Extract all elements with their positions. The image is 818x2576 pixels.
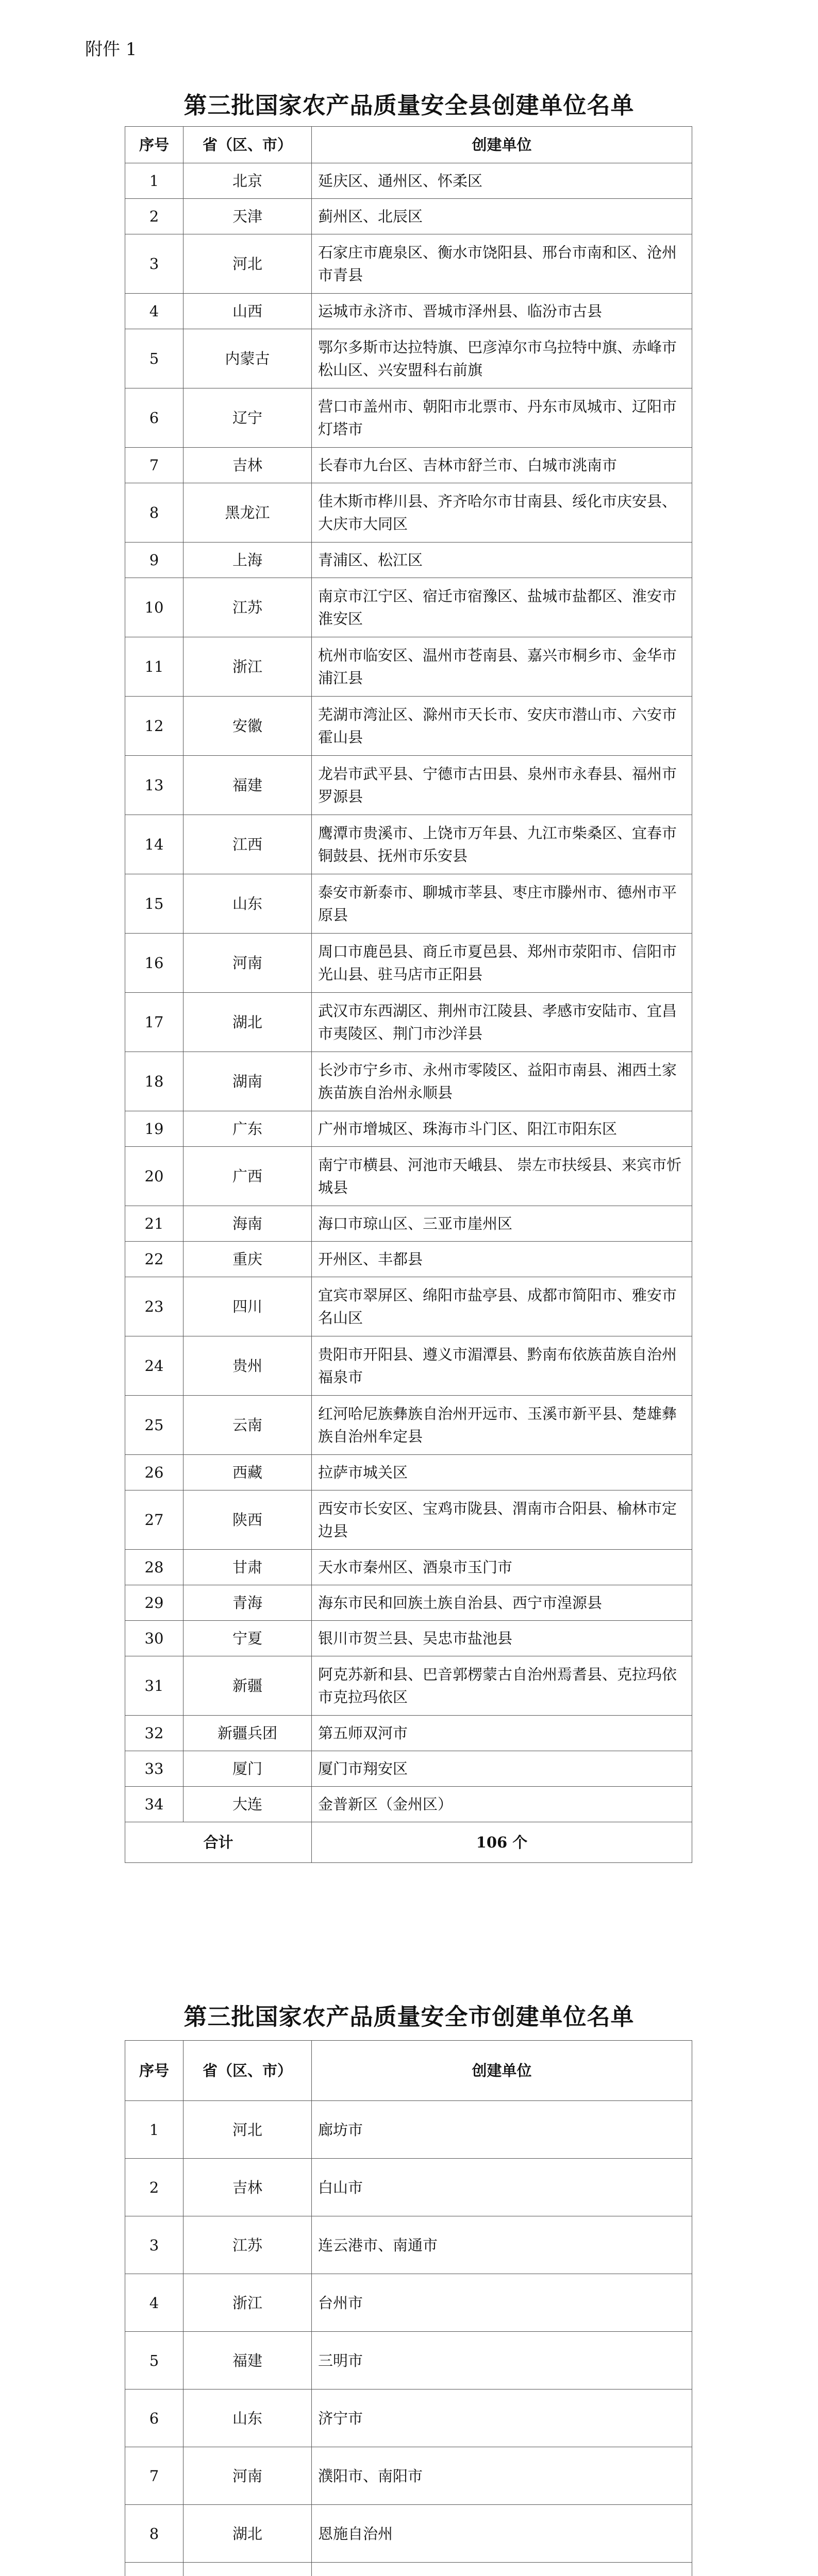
row-seq: 4 — [125, 294, 183, 329]
row-units: 海口市琼山区、三亚市崖州区 — [312, 1206, 692, 1242]
row-seq: 10 — [125, 578, 183, 637]
table-row — [125, 2505, 692, 2563]
row-province: 湖北 — [183, 993, 312, 1052]
row-seq: 2 — [125, 2159, 183, 2216]
row-units: 南宁市横县、河池市天峨县、 崇左市扶绥县、来宾市忻城县 — [312, 1147, 692, 1206]
table-row — [125, 1396, 692, 1455]
row-units: 廊坊市 — [312, 2101, 692, 2159]
row-seq: 3 — [125, 2216, 183, 2274]
row-units: 营口市盖州市、朝阳市北票市、丹东市凤城市、辽阳市灯塔市 — [312, 388, 692, 448]
row-seq: 5 — [125, 2332, 183, 2389]
row-province: 安徽 — [183, 697, 312, 756]
row-units: 长春市九台区、吉林市舒兰市、白城市洮南市 — [312, 448, 692, 483]
city-list-title: 第三批国家农产品质量安全市创建单位名单 — [183, 2003, 635, 2030]
row-province: 广东 — [183, 1111, 312, 1147]
row-province: 贵州 — [183, 1336, 312, 1396]
header-seq: 序号 — [125, 2041, 183, 2101]
row-seq: 31 — [125, 1656, 183, 1716]
row-seq: 20 — [125, 1147, 183, 1206]
row-province: 黑龙江 — [183, 483, 312, 543]
row-seq: 13 — [125, 756, 183, 815]
row-units: 三明市 — [312, 2332, 692, 2389]
table-row — [125, 2563, 692, 2576]
table-row — [125, 1206, 692, 1242]
row-units: 芜湖市湾沚区、滁州市天长市、安庆市潜山市、六安市霍山县 — [312, 697, 692, 756]
row-province: 福建 — [183, 756, 312, 815]
row-province: 福建 — [183, 2332, 312, 2389]
row-province: 上海 — [183, 543, 312, 578]
table-row — [125, 697, 692, 756]
attachment-label: 附件 1 — [85, 39, 137, 60]
row-seq: 3 — [125, 234, 183, 294]
table-row — [125, 163, 692, 199]
total-label: 合计 — [125, 1822, 312, 1863]
row-province: 广西 — [183, 1147, 312, 1206]
row-seq: 1 — [125, 163, 183, 199]
table-row — [125, 1277, 692, 1336]
row-seq: 33 — [125, 1751, 183, 1787]
row-province: 天津 — [183, 199, 312, 234]
row-seq: 30 — [125, 1621, 183, 1656]
table-row — [125, 483, 692, 543]
row-units: 济宁市 — [312, 2389, 692, 2447]
row-seq: 18 — [125, 1052, 183, 1111]
row-province: 浙江 — [183, 637, 312, 697]
table-row — [125, 934, 692, 993]
table-row — [125, 1656, 692, 1716]
row-province: 云南 — [183, 1396, 312, 1455]
header-seq: 序号 — [125, 127, 183, 163]
row-seq: 16 — [125, 934, 183, 993]
table-row — [125, 1751, 692, 1787]
row-seq: 32 — [125, 1716, 183, 1751]
row-seq: 15 — [125, 874, 183, 934]
row-seq: 1 — [125, 2101, 183, 2159]
row-province: 江苏 — [183, 578, 312, 637]
row-units: 蓟州区、北辰区 — [312, 199, 692, 234]
row-units: 龙岩市武平县、宁德市古田县、泉州市永春县、福州市罗源县 — [312, 756, 692, 815]
row-units: 连云港市、南通市 — [312, 2216, 692, 2274]
table-row — [125, 993, 692, 1052]
row-seq: 6 — [125, 388, 183, 448]
table-row — [125, 234, 692, 294]
row-seq: 4 — [125, 2274, 183, 2332]
row-province: 四川 — [183, 1277, 312, 1336]
row-province: 山东 — [183, 2389, 312, 2447]
row-units: 杭州市临安区、温州市苍南县、嘉兴市桐乡市、金华市浦江县 — [312, 637, 692, 697]
row-province: 西藏 — [183, 1455, 312, 1490]
row-province: 大连 — [183, 1787, 312, 1822]
row-seq: 6 — [125, 2389, 183, 2447]
row-units: 宜宾市翠屏区、绵阳市盐亭县、成都市简阳市、雅安市名山区 — [312, 1277, 692, 1336]
table-row — [125, 1455, 692, 1490]
row-province: 青海 — [183, 1585, 312, 1621]
row-units: 周口市鹿邑县、商丘市夏邑县、郑州市荥阳市、信阳市光山县、驻马店市正阳县 — [312, 934, 692, 993]
table-row — [125, 2159, 692, 2216]
row-province: 湖北 — [183, 2505, 312, 2563]
row-units: 南京市江宁区、宿迁市宿豫区、盐城市盐都区、淮安市淮安区 — [312, 578, 692, 637]
row-units: 濮阳市、南阳市 — [312, 2447, 692, 2505]
row-province: 新疆兵团 — [183, 1716, 312, 1751]
row-units: 阿克苏新和县、巴音郭楞蒙古自治州焉耆县、克拉玛依市克拉玛依区 — [312, 1656, 692, 1716]
row-seq: 7 — [125, 448, 183, 483]
row-province: 北京 — [183, 163, 312, 199]
row-seq: 21 — [125, 1206, 183, 1242]
table-row — [125, 543, 692, 578]
table-row — [125, 2101, 692, 2159]
row-units: 厦门市翔安区 — [312, 1751, 692, 1787]
table-row — [125, 1242, 692, 1277]
header-province: 省（区、市） — [183, 2041, 312, 2101]
row-units: 白山市 — [312, 2159, 692, 2216]
table-row — [125, 1111, 692, 1147]
row-province: 河北 — [183, 2101, 312, 2159]
table-row — [125, 294, 692, 329]
row-units: 广州市增城区、珠海市斗门区、阳江市阳东区 — [312, 1111, 692, 1147]
row-units: 开州区、丰都县 — [312, 1242, 692, 1277]
row-seq: 2 — [125, 199, 183, 234]
row-province: 浙江 — [183, 2274, 312, 2332]
row-units: 台州市 — [312, 2274, 692, 2332]
row-units: 佳木斯市桦川县、齐齐哈尔市甘南县、绥化市庆安县、大庆市大同区 — [312, 483, 692, 543]
table-row — [125, 874, 692, 934]
row-units: 西安市长安区、宝鸡市陇县、渭南市合阳县、榆林市定边县 — [312, 1490, 692, 1550]
table-row — [125, 1585, 692, 1621]
row-seq: 25 — [125, 1396, 183, 1455]
row-units: 鹰潭市贵溪市、上饶市万年县、九江市柴桑区、宜春市铜鼓县、抚州市乐安县 — [312, 815, 692, 874]
row-province: 山西 — [183, 294, 312, 329]
row-seq: 24 — [125, 1336, 183, 1396]
row-province: 陕西 — [183, 1490, 312, 1550]
row-seq: 14 — [125, 815, 183, 874]
row-units: 石家庄市鹿泉区、衡水市饶阳县、邢台市南和区、沧州市青县 — [312, 234, 692, 294]
table-total-row — [125, 1822, 692, 1863]
city-list-table — [125, 2040, 692, 2576]
row-units: 泰安市新泰市、聊城市莘县、枣庄市滕州市、德州市平原县 — [312, 874, 692, 934]
row-seq: 28 — [125, 1550, 183, 1585]
table-header-row — [125, 2041, 692, 2101]
table-row — [125, 2216, 692, 2274]
row-units: 武汉市东西湖区、荆州市江陵县、孝感市安陆市、宜昌市夷陵区、荆门市沙洋县 — [312, 993, 692, 1052]
row-seq: 23 — [125, 1277, 183, 1336]
county-list-table — [125, 126, 692, 1863]
table-row — [125, 815, 692, 874]
row-province: 重庆 — [183, 1242, 312, 1277]
table-row — [125, 1336, 692, 1396]
row-province: 湖南 — [183, 1052, 312, 1111]
row-units: 延庆区、通州区、怀柔区 — [312, 163, 692, 199]
row-province — [183, 2563, 312, 2576]
table-row — [125, 2332, 692, 2389]
row-province: 海南 — [183, 1206, 312, 1242]
row-units: 青浦区、松江区 — [312, 543, 692, 578]
row-province: 宁夏 — [183, 1621, 312, 1656]
row-seq: 7 — [125, 2447, 183, 2505]
row-province: 厦门 — [183, 1751, 312, 1787]
table-row — [125, 2447, 692, 2505]
table-row — [125, 1787, 692, 1822]
row-units: 金普新区（金州区） — [312, 1787, 692, 1822]
table-row — [125, 1147, 692, 1206]
table-row — [125, 2274, 692, 2332]
row-units: 红河哈尼族彝族自治州开远市、玉溪市新平县、楚雄彝族自治州牟定县 — [312, 1396, 692, 1455]
header-province: 省（区、市） — [183, 127, 312, 163]
row-seq: 27 — [125, 1490, 183, 1550]
table-header-row — [125, 127, 692, 163]
row-units: 贵阳市开阳县、遵义市湄潭县、黔南布依族苗族自治州福泉市 — [312, 1336, 692, 1396]
table-row — [125, 1490, 692, 1550]
row-seq: 26 — [125, 1455, 183, 1490]
header-units: 创建单位 — [312, 127, 692, 163]
row-province: 辽宁 — [183, 388, 312, 448]
row-seq: 5 — [125, 329, 183, 388]
row-seq: 19 — [125, 1111, 183, 1147]
row-units: 银川市贺兰县、吴忠市盐池县 — [312, 1621, 692, 1656]
table-row — [125, 448, 692, 483]
row-units: 第五师双河市 — [312, 1716, 692, 1751]
table-row — [125, 329, 692, 388]
row-province: 山东 — [183, 874, 312, 934]
row-province: 甘肃 — [183, 1550, 312, 1585]
table-row — [125, 199, 692, 234]
row-units: 长沙市宁乡市、永州市零陵区、益阳市南县、湘西土家族苗族自治州永顺县 — [312, 1052, 692, 1111]
total-value: 106 个 — [312, 1822, 692, 1863]
row-seq: 29 — [125, 1585, 183, 1621]
row-province: 江西 — [183, 815, 312, 874]
table-row — [125, 756, 692, 815]
table-row — [125, 1621, 692, 1656]
header-units: 创建单位 — [312, 2041, 692, 2101]
row-province: 河南 — [183, 934, 312, 993]
row-seq: 17 — [125, 993, 183, 1052]
row-seq: 8 — [125, 483, 183, 543]
row-seq: 11 — [125, 637, 183, 697]
row-seq: 8 — [125, 2505, 183, 2563]
row-units: 恩施自治州 — [312, 2505, 692, 2563]
table-row — [125, 637, 692, 697]
row-units — [312, 2563, 692, 2576]
row-units: 拉萨市城关区 — [312, 1455, 692, 1490]
table-row — [125, 1052, 692, 1111]
row-province: 新疆 — [183, 1656, 312, 1716]
row-units: 鄂尔多斯市达拉特旗、巴彦淖尔市乌拉特中旗、赤峰市松山区、兴安盟科右前旗 — [312, 329, 692, 388]
row-seq: 34 — [125, 1787, 183, 1822]
row-province: 吉林 — [183, 448, 312, 483]
row-province: 江苏 — [183, 2216, 312, 2274]
row-units: 运城市永济市、晋城市泽州县、临汾市古县 — [312, 294, 692, 329]
county-list-title: 第三批国家农产品质量安全县创建单位名单 — [183, 92, 635, 119]
table-row — [125, 388, 692, 448]
table-row — [125, 1550, 692, 1585]
row-seq: 12 — [125, 697, 183, 756]
table-row — [125, 1716, 692, 1751]
row-units: 海东市民和回族土族自治县、西宁市湟源县 — [312, 1585, 692, 1621]
row-units: 天水市秦州区、酒泉市玉门市 — [312, 1550, 692, 1585]
row-province: 内蒙古 — [183, 329, 312, 388]
row-seq: 22 — [125, 1242, 183, 1277]
row-seq — [125, 2563, 183, 2576]
row-province: 河南 — [183, 2447, 312, 2505]
row-province: 河北 — [183, 234, 312, 294]
table-row — [125, 2389, 692, 2447]
row-province: 吉林 — [183, 2159, 312, 2216]
row-seq: 9 — [125, 543, 183, 578]
table-row — [125, 578, 692, 637]
